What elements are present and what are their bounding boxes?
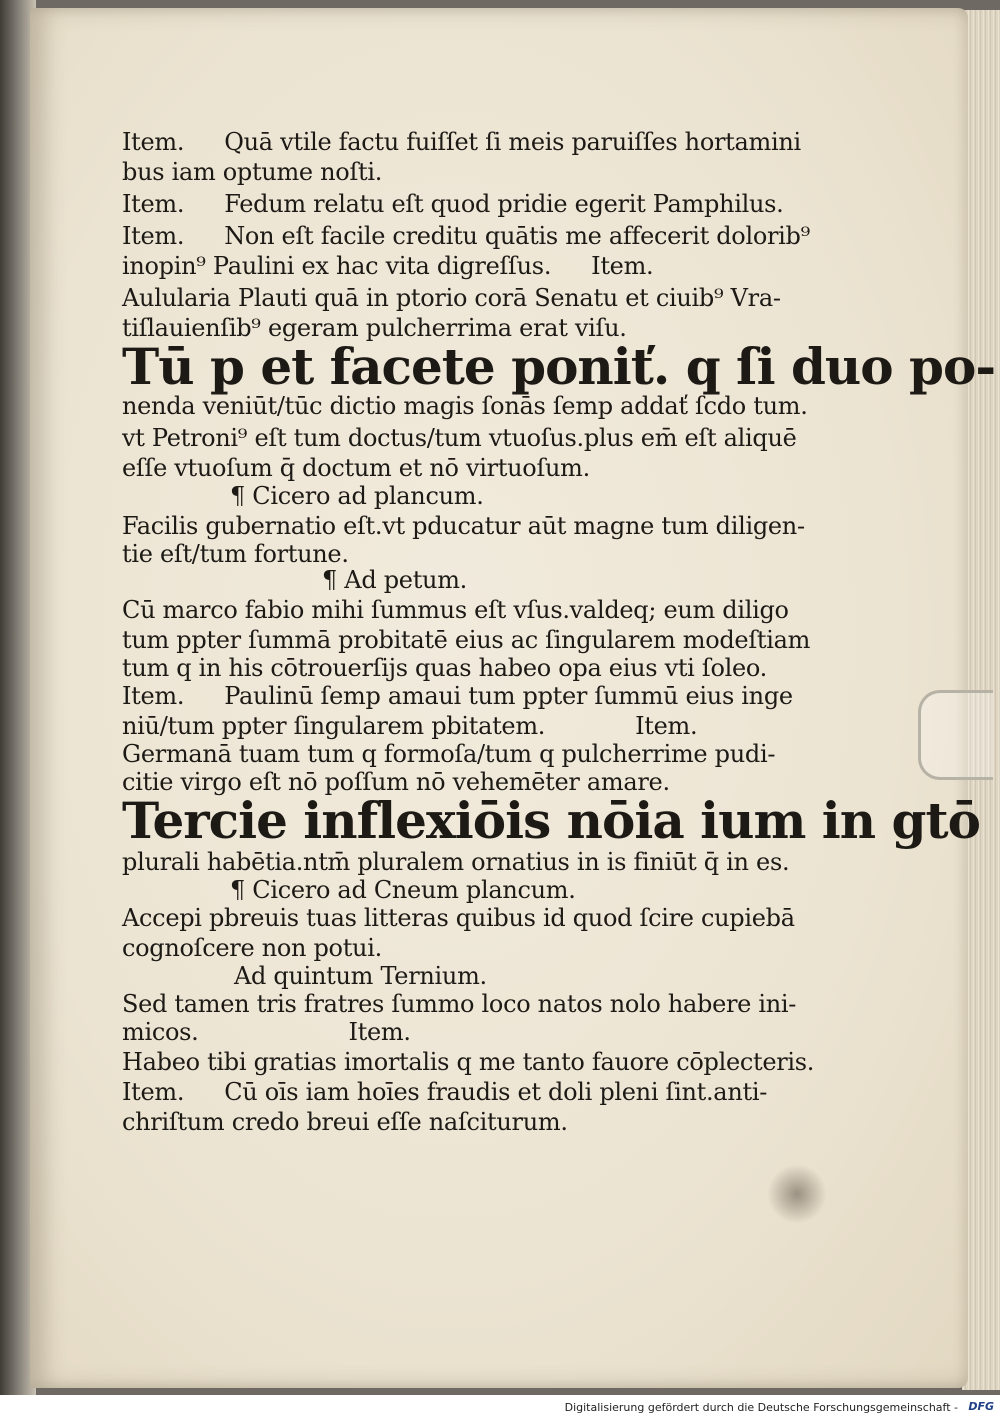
citation-heading: ¶ Cicero ad Cneum plancum. (230, 876, 576, 904)
text-line: plurali habētia.ntm̄ pluralem ornatius in is finiūt q̄ in es. (122, 848, 790, 876)
text-line: Item. Non eſt facile creditu quātis me affecerit dolorib⁹ (122, 222, 810, 250)
text-line: Item. Cū oīs iam hoīes fraudis et doli pleni ſint.anti- (122, 1078, 768, 1106)
text-line: citie virgo eſt nō poſſum nō vehemēter amare. (122, 768, 670, 796)
text-line: eſſe vtuoſum q̄ doctum et nō virtuoſum. (122, 454, 590, 482)
text-line: tum ppter ſummā probitatē eius ac ſingularem modeſtiam (122, 626, 811, 654)
paper-clip (918, 690, 993, 780)
text-line: Accepi pbreuis tuas litteras quibus id quod ſcire cupiebā (122, 904, 795, 932)
text-line: micos. Item. (122, 1018, 411, 1046)
text-line: Aulularia Plauti quā in ptorio corā Senatu et ciuib⁹ Vra- (122, 284, 781, 312)
text-line: inopin⁹ Paulini ex hac vita digreſſus. Item. (122, 252, 654, 280)
section-heading: Tū p et facete poniť. q ſi duo po- (122, 337, 996, 396)
text-line: vt Petroni⁹ eſt tum doctus/tum vtuoſus.plus em̄ eſt aliquē (122, 424, 797, 452)
text-line: cognoſcere non potui. (122, 934, 382, 962)
text-line: tiſlauienſib⁹ egeram pulcherrima erat viſu. (122, 314, 627, 342)
citation-heading: ¶ Cicero ad plancum. (230, 482, 484, 510)
footer-bar (0, 1395, 1000, 1423)
text-line: Germanā tuam tum q formoſa/tum q pulcherrime pudi- (122, 740, 776, 768)
text-line: Item. Paulinū ſemp amaui tum ppter ſummū eius inge (122, 682, 793, 710)
text-line: Habeo tibi gratias imortalis q me tanto fauore cōplecteris. (122, 1048, 815, 1076)
funding-credit: Digitalisierung gefördert durch die Deutsche Forschungsgemeinschaft - (564, 1401, 958, 1414)
text-line: niū/tum ppter ſingularem pbitatem. Item. (122, 712, 698, 740)
text-line: Item. Quā vtile factu fuiſſet ſi meis paruiſſes hortamini (122, 128, 801, 156)
text-line: Facilis gubernatio eſt.vt pducatur aūt magne tum diligen- (122, 512, 805, 540)
citation-heading: ¶ Ad petum. (322, 566, 467, 594)
text-line: bus iam optume noſti. (122, 158, 383, 186)
text-line: chriſtum credo breui eſſe naſciturum. (122, 1108, 568, 1136)
text-line: tie eſt/tum fortune. (122, 540, 349, 568)
ink-smudge (768, 1163, 826, 1225)
dfg-logo: DFG (968, 1400, 994, 1413)
text-line: tum q in his cōtrouerſijs quas habeo opa eius vti ſoleo. (122, 654, 767, 682)
text-line: Cū marco fabio mihi ſummus eſt vſus.valdeq; eum diligo (122, 596, 789, 624)
text-line: nenda veniūt/tūc dictio magis ſonās ſemp addať ſcdo tum. (122, 392, 808, 420)
citation-heading: Ad quintum Ternium. (234, 962, 487, 990)
text-line: Sed tamen tris fratres ſummo loco natos nolo habere ini- (122, 990, 797, 1018)
section-heading: Tercie inflexiōis nōia ium in gtō (122, 791, 980, 850)
text-line: Item. Fedum relatu eſt quod pridie egerit Pamphilus. (122, 190, 784, 218)
